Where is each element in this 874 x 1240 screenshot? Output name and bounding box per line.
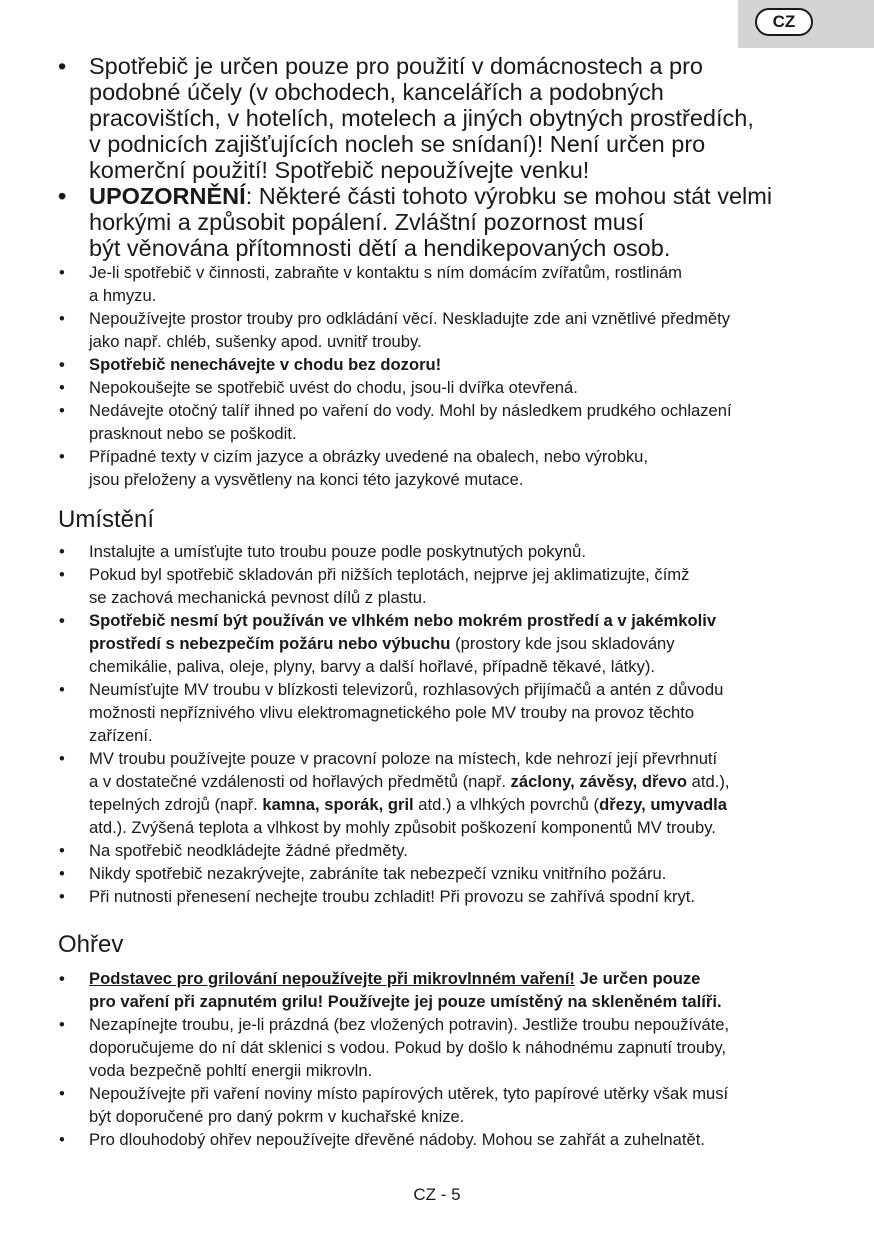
list-item: • Pro dlouhodobý ohřev nepoužívejte dřevěné nádoby. Mohou se zahřát a zuhelnatět. (58, 1128, 818, 1151)
list-item: • Na spotřebič neodkládejte žádné předměty. (58, 839, 818, 862)
section-heading: Umístění (58, 506, 155, 533)
list-item: • Nepoužívejte prostor trouby pro odkládání věcí. Neskladujte zde ani vznětlivé předměty jako např. chléb, sušenky apod. uvnitř trouby. (58, 307, 818, 353)
intro-warnings-large (58, 53, 818, 261)
placement-list (58, 540, 818, 908)
language-tab (738, 0, 874, 48)
page-number: CZ - 5 (413, 1185, 461, 1204)
list-item: • Nedávejte otočný talíř ihned po vaření do vody. Mohl by následkem prudkého ochlazení prasknout nebo se poškodit. (58, 399, 818, 445)
list-item: • Spotřebič nesmí být používán ve vlhkém nebo mokrém prostředí a v jakémkoliv prostředí s nebezpečím požáru nebo výbuchu (prostory kde jsou skladovány chemikálie, paliva, oleje, plyny, barvy a další hořlavé, případně těkavé, látky). (58, 609, 818, 678)
list-item: • MV troubu používejte pouze v pracovní poloze na místech, kde nehrozí její převrhnutí a v dostatečné vzdálenosti od hořlavých předmětů (např. záclony, závěsy, dřevo atd.), tepelných zdrojů (např. kamna, sporák, gril atd.) a vlhkých povrchů (dřezy, umyvadla atd.). Zvýšená teplota a vlhkost by mohly způsobit poškození komponentů MV trouby. (58, 747, 818, 839)
section-heading: Ohřev (58, 931, 124, 958)
list-item: • Nezapínejte troubu, je-li prázdná (bez vložených potravin). Jestliže troubu nepoužíváte, doporučujeme do ní dát sklenici s vodou. Pokud by došlo k náhodnému zapnutí trouby, voda bezpečně pohltí energii mikrovln. (58, 1013, 818, 1082)
language-badge: CZ (755, 8, 813, 36)
list-item: • Instalujte a umísťujte tuto troubu pouze podle poskytnutých pokynů. (58, 540, 818, 563)
page-content (58, 53, 818, 1151)
list-item: • Nikdy spotřebič nezakrývejte, zabráníte tak nebezpečí vzniku vnitřního požáru. (58, 862, 818, 885)
intro-warnings (58, 261, 818, 491)
section-placement (58, 505, 818, 908)
list-item: • Pokud byl spotřebič skladován při nižších teplotách, nejprve jej aklimatizujte, čímž se zachová mechanická pevnost dílů z plastu. (58, 563, 818, 609)
section-heating (58, 930, 818, 1151)
list-item: • Při nutnosti přenesení nechejte troubu zchladit! Při provozu se zahřívá spodní kryt. (58, 885, 818, 908)
list-item: • UPOZORNĚNÍ: Některé části tohoto výrobku se mohou stát velmi horkými a způsobit popálení. Zvláštní pozornost musí být věnována přítomnosti dětí a hendikepovaných osob. (58, 183, 818, 261)
list-item: • Podstavec pro grilování nepoužívejte při mikrovlnném vaření! Je určen pouze pro vaření při zapnutém grilu! Používejte jej pouze umístěný na skleněném talíři. (58, 967, 818, 1013)
list-item: • Spotřebič nenechávejte v chodu bez dozoru! (58, 353, 818, 376)
list-item: • Neumísťujte MV troubu v blízkosti televizorů, rozhlasových přijímačů a antén z důvodu možnosti nepříznivého vlivu elektromagnetického pole MV trouby na provoz těchto zařízení. (58, 678, 818, 747)
heating-list (58, 967, 818, 1151)
list-item: • Nepokoušejte se spotřebič uvést do chodu, jsou-li dvířka otevřená. (58, 376, 818, 399)
list-item: • Případné texty v cizím jazyce a obrázky uvedené na obalech, nebo výrobku, jsou přeloženy a vysvětleny na konci této jazykové mutace. (58, 445, 818, 491)
list-item: • Nepoužívejte při vaření noviny místo papírových utěrek, tyto papírové utěrky však musí být doporučené pro daný pokrm v kuchařské knize. (58, 1082, 818, 1128)
list-item: • Spotřebič je určen pouze pro použití v domácnostech a pro podobné účely (v obchodech, kancelářích a podobných pracovištích, v hotelích, motelech a jiných obytných prostředích, v podnicích zajišťujících nocleh se snídaní)! Není určen pro komerční použití! Spotřebič nepoužívejte venku! (58, 53, 818, 183)
list-item: • Je-li spotřebič v činnosti, zabraňte v kontaktu s ním domácím zvířatům, rostlinám a hmyzu. (58, 261, 818, 307)
warning-label: UPOZORNĚNÍ (89, 183, 246, 209)
